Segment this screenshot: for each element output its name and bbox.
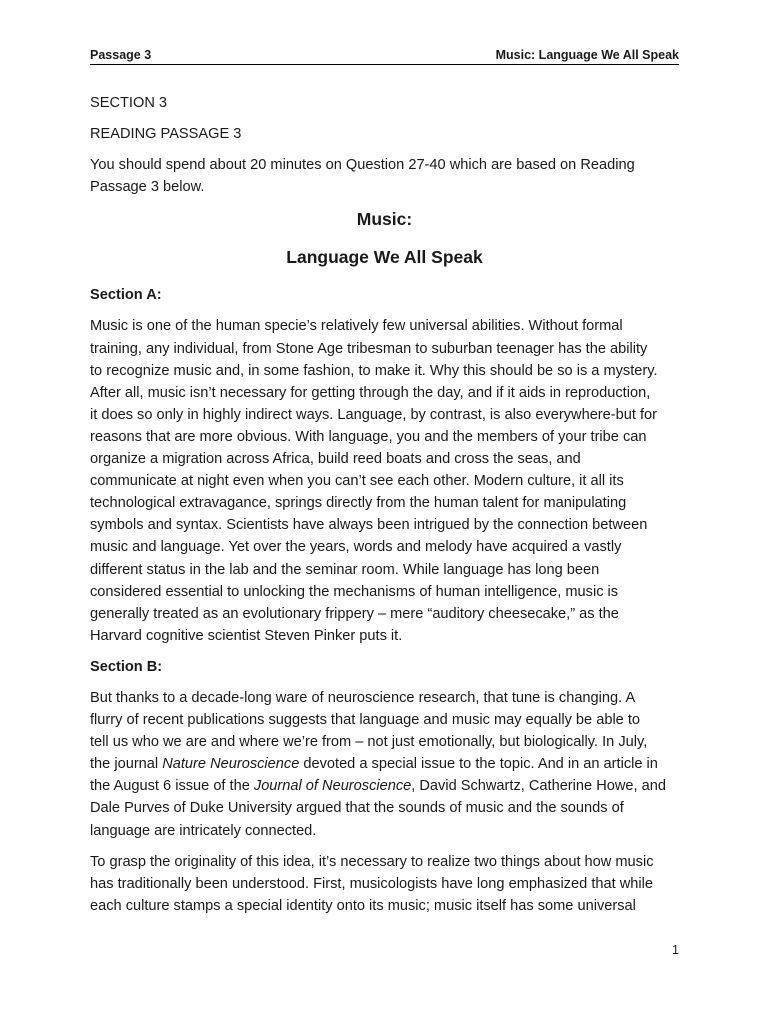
instructions: [90, 154, 679, 198]
text-line: Music is one of the human specie’s relatively few universal abilities. Without formal: [90, 318, 623, 335]
text-line: has traditionally been understood. First, musicologists have long emphasized that while: [90, 875, 653, 892]
section-b-heading: Section B:: [90, 658, 163, 675]
title-line-2: Language We All Speak: [286, 247, 483, 268]
page-content: [90, 92, 679, 926]
text-line: organize a migration across Africa, build reed boats and cross the seas, and: [90, 451, 581, 468]
section-a-paragraph: [90, 315, 679, 646]
running-header: [90, 48, 679, 65]
text-line: Dale Purves of Duke University argued that the sounds of music and the sounds of: [90, 800, 624, 817]
text-line: symbols and syntax. Scientists have always been intrigued by the connection between: [90, 517, 648, 534]
text-line: technological extravagance, springs directly from the human talent for manipulating: [90, 495, 627, 512]
text-line: reasons that are more obvious. With language, you and the members of your tribe can: [90, 428, 647, 445]
text-line: communicate at night even when you can’t see each other. Modern culture, it all its: [90, 473, 624, 490]
instructions-line-2: Passage 3 below.: [90, 179, 205, 196]
passage-title: [90, 208, 679, 268]
text-line: To grasp the originality of this idea, it’s necessary to realize two things about how music: [90, 853, 654, 870]
section-b-paragraph-2: [90, 851, 679, 917]
section-b-paragraph-1: [90, 687, 679, 842]
text-line: flurry of recent publications suggests that language and music may equally be able to: [90, 712, 641, 729]
text-line: devoted a special issue to the topic. And in an article in: [299, 756, 658, 773]
text-line: After all, music isn’t necessary for getting through the day, and if it aids in reproduction,: [90, 384, 651, 401]
text-line: music and language. Yet over the years, words and melody have acquired a vastly: [90, 539, 622, 556]
title-line-1: Music:: [356, 209, 413, 230]
text-line: tell us who we are and where we’re from – not just emotionally, but biologically. In July,: [90, 734, 648, 751]
text-line: the August 6 issue of the: [90, 778, 254, 795]
header-title: Music: Language We All Speak: [495, 48, 679, 62]
journal-name-italic: Nature Neuroscience: [162, 756, 300, 773]
section-label: SECTION 3: [90, 95, 168, 111]
journal-name-italic: Journal of Neuroscience: [253, 778, 412, 795]
text-line: But thanks to a decade-long ware of neuroscience research, that tune is changing. A: [90, 689, 636, 706]
instructions-line-1: You should spend about 20 minutes on Question 27-40 which are based on Reading: [90, 157, 635, 174]
text-line: it does so only in highly indirect ways. Language, by contrast, is also everywhere-but for: [90, 406, 658, 423]
text-line: training, any individual, from Stone Age tribesman to suburban teenager has the ability: [90, 340, 648, 357]
text-line: language are intricately connected.: [90, 822, 317, 839]
text-line: considered essential to unlocking the mechanisms of human intelligence, music is: [90, 583, 619, 600]
text-line: Harvard cognitive scientist Steven Pinker puts it.: [90, 627, 403, 644]
reading-passage-label: READING PASSAGE 3: [90, 126, 242, 143]
header-passage-label: Passage 3: [90, 48, 152, 62]
text-line: generally treated as an evolutionary frippery – mere “auditory cheesecake,” as the: [90, 605, 619, 622]
section-a-heading: Section A:: [90, 287, 162, 304]
text-line: different status in the lab and the seminar room. While language has long been: [90, 561, 600, 578]
text-line: to recognize music and, in some fashion, to make it. Why this should be so is a mystery.: [90, 362, 658, 379]
text-line: each culture stamps a special identity onto its music; music itself has some universal: [90, 897, 636, 914]
text-line: , David Schwartz, Catherine Howe, and: [411, 778, 666, 795]
text-line: the journal: [90, 756, 163, 773]
page-number: 1: [672, 943, 679, 957]
